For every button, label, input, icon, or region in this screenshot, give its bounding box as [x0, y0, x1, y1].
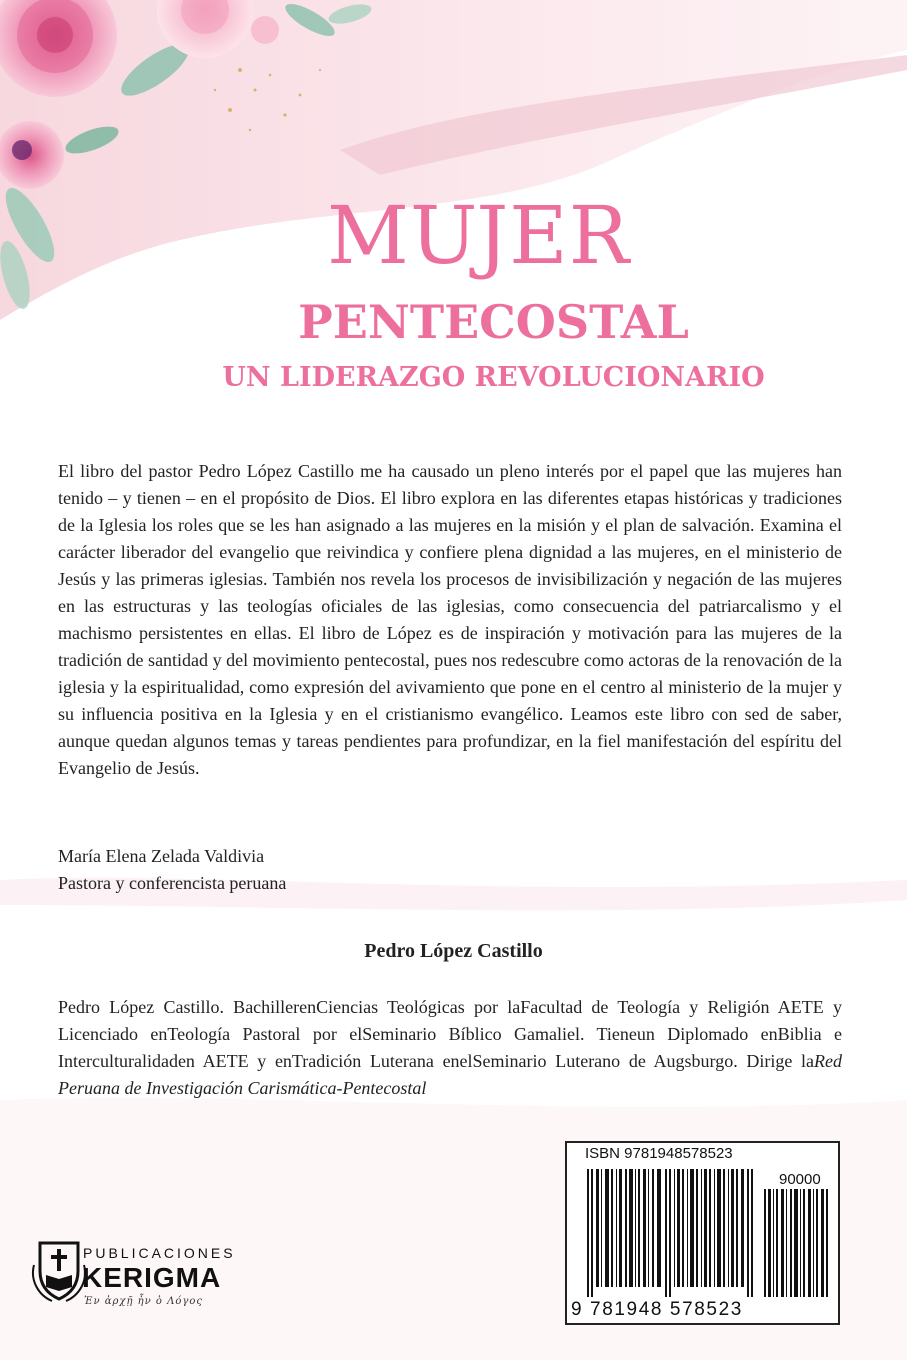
author-bio: [58, 994, 842, 1102]
cover-title-block: [0, 190, 907, 396]
publisher-motto: Ἐν ἀρχῇ ἦν ὁ Λόγος: [84, 1296, 203, 1307]
review-paragraph: El libro del pastor Pedro López Castillo me ha causado un pleno interés por el papel que las mujeres han tenido – y tienen – en el propósito de Dios. El libro explora en las diferentes etapas históricas y tradiciones de la Iglesia los roles que se les han asignado a las mujeres en la misión y el plan de salvación. Examina el carácter liberador del evangelio que reivindica y confiere plena dignidad a las mujeres, en el ministerio de Jesús y las primeras iglesias. También nos revela los procesos de invisibilización y negación de las mujeres en las estructuras y las teologías oficiales de las iglesias, como consecuencia del patriarcalismo y el machismo persistentes en ellas. El libro de López es de inspiración y motivación para las mujeres de la tradición de santidad y del movimiento pentecostal, pues nos redescubre como actoras de la renovación de la iglesia y la espiritualidad, como expresión del avivamiento que pone en el centro al ministerio de la mujer y su influencia positiva en la Iglesia y en el cristianismo evangélico. Leamos este libro con sed de saber, aunque quedan algunos temas y tareas pendientes para profundizar, en la fiel manifestación del espíritu del Evangelio de Jesús.: [58, 461, 842, 778]
barcode-addon-number: 90000: [779, 1171, 821, 1188]
signature-name: María Elena Zelada Valdivia: [58, 846, 265, 866]
isbn-label: ISBN 9781948578523: [585, 1145, 733, 1162]
publisher-name: KERIGMA: [82, 1262, 222, 1293]
isbn-barcode: [565, 1141, 840, 1325]
author-bio-text: Pedro López Castillo. BachillerenCiencias Teológicas por laFacultad de Teología y Religión AETE y Licenciado enTeología Pastoral por elSeminario Bíblico Gamaliel. Tieneun Diplomado enBiblia e Interculturalidaden AETE y enTradición Luterana enelSeminario Luterano de Augsburgo. Dirige la: [58, 997, 842, 1071]
subtitle: UN LIDERAZGO REVOLUCIONARIO: [222, 362, 765, 393]
publisher-line1: PUBLICACIONES: [83, 1245, 236, 1261]
author-heading: Pedro López Castillo: [364, 940, 543, 962]
barcode-digits: 9 781948 578523: [571, 1299, 743, 1320]
signature-role: Pastora y conferencista peruana: [58, 873, 287, 893]
barcode-bars: [587, 1169, 757, 1297]
title-line-2: PENTECOSTAL: [298, 295, 689, 349]
barcode-addon-bars: [764, 1189, 830, 1297]
review-signature: [58, 843, 286, 897]
author-bio-italic: Red Peruana de Investigación Carismática-Pentecostal: [58, 1051, 842, 1098]
title-line-1: MUJER: [327, 189, 630, 282]
